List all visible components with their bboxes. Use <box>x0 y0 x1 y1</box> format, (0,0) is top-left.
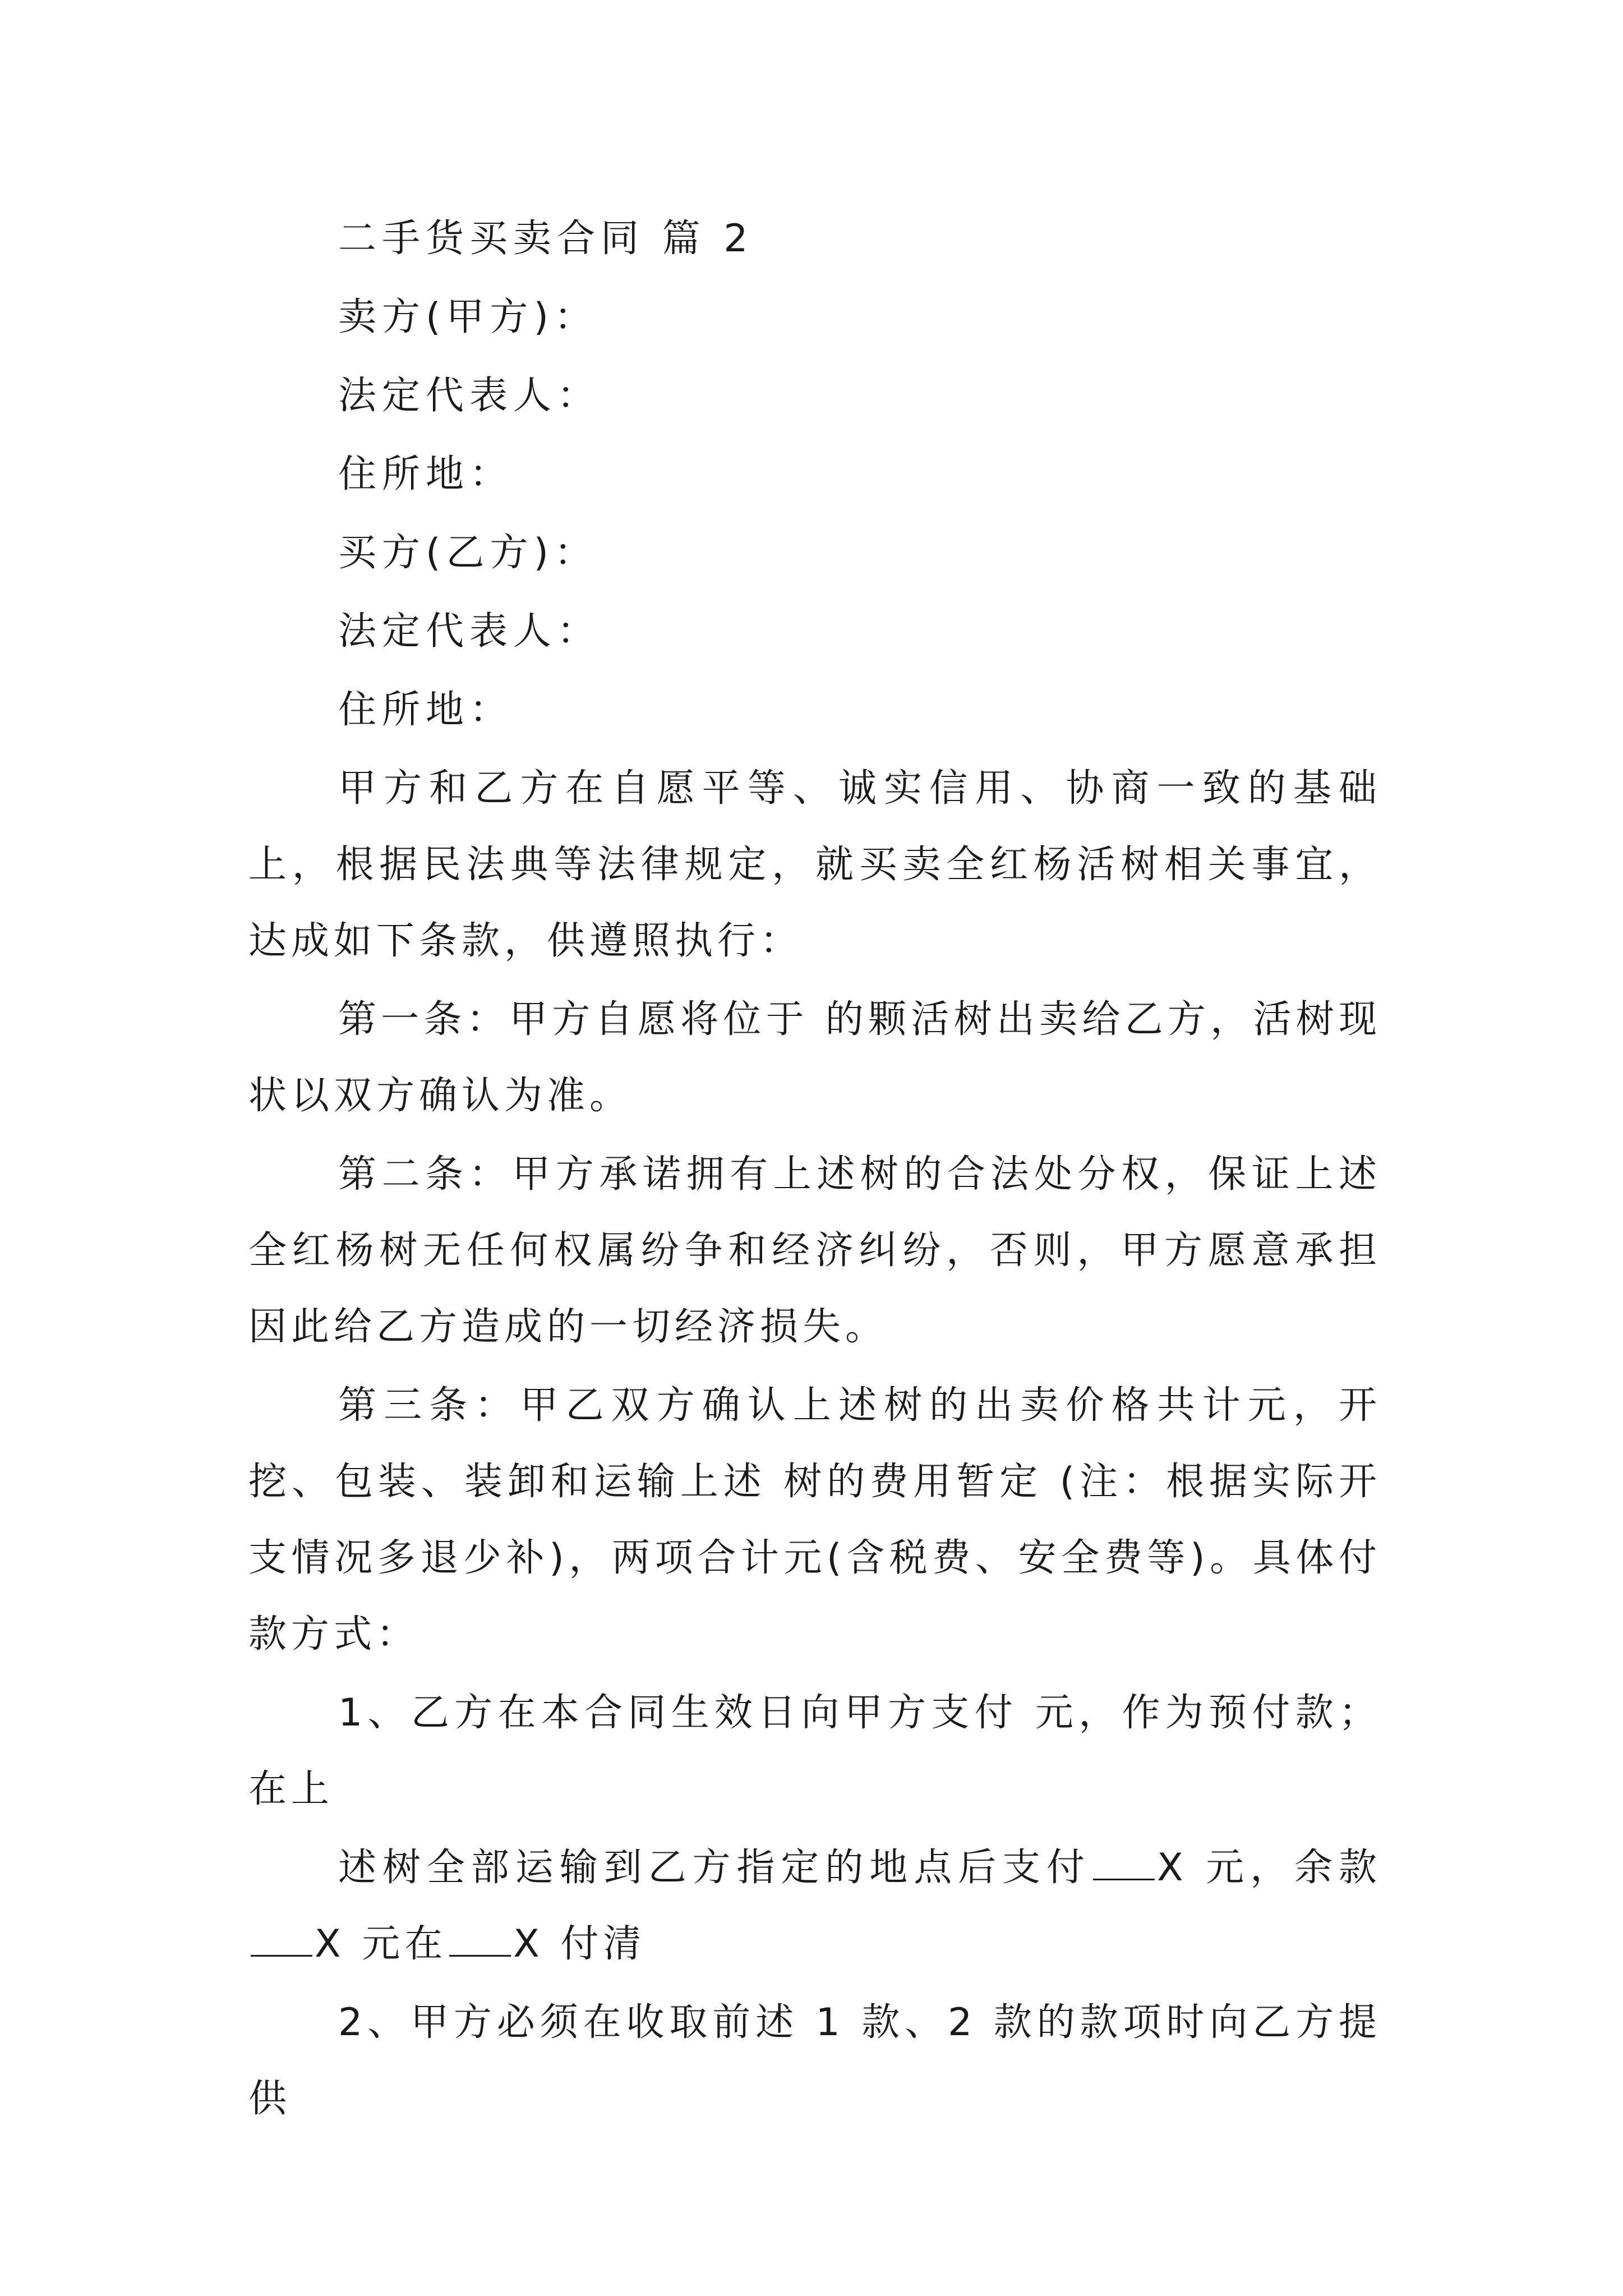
blank-field <box>449 1924 511 1957</box>
continuation-text-b: X 元，余款 <box>1157 1846 1381 1890</box>
payment-item-1-continuation <box>248 1830 1381 1982</box>
blank-field <box>1093 1847 1155 1880</box>
payment-item-2-paragraph: 2、甲方必须在收取前述 1 款、2 款的款项时向乙方提供 <box>248 2000 1381 2121</box>
payment-item-1-paragraph: 1、乙方在本合同生效日向甲方支付 元，作为预付款；在上 <box>248 1691 1381 1811</box>
seller-line: 卖方(甲方)： <box>338 295 598 339</box>
seller-representative-line: 法定代表人： <box>338 374 601 418</box>
article-1-paragraph: 第一条：甲方自愿将位于 的颗活树出卖给乙方，活树现状以双方确认为准。 <box>248 997 1381 1118</box>
continuation-text-d: X 付清 <box>513 1922 646 1966</box>
continuation-text-c: X 元在 <box>315 1922 448 1966</box>
article-3-paragraph: 第三条：甲乙双方确认上述树的出卖价格共计元，开挖、包装、装卸和运输上述 树的费用暂定 (注：根据实际开支情况多退少补)，两项合计元(含税费、安全费等)。具体付款方式： <box>248 1383 1381 1657</box>
seller-address-line: 住所地： <box>338 452 514 496</box>
document-title: 二手货买卖合同 篇 2 <box>338 217 754 261</box>
blank-field <box>251 1924 312 1957</box>
continuation-text-a: 述树全部运输到乙方指定的地点后支付 <box>338 1846 1091 1890</box>
buyer-line: 买方(乙方)： <box>338 531 598 575</box>
article-2-paragraph: 第二条：甲方承诺拥有上述树的合法处分权，保证上述全红杨树无任何权属纷争和经济纠纷，否则，甲方愿意承担因此给乙方造成的一切经济损失。 <box>248 1152 1381 1349</box>
buyer-representative-line: 法定代表人： <box>338 609 601 654</box>
buyer-address-line: 住所地： <box>338 688 514 732</box>
intro-paragraph: 甲方和乙方在自愿平等、诚实信用、协商一致的基础上，根据民法典等法律规定，就买卖全红杨活树相关事宜，达成如下条款，供遵照执行： <box>248 766 1381 963</box>
document-body <box>248 217 1381 2139</box>
